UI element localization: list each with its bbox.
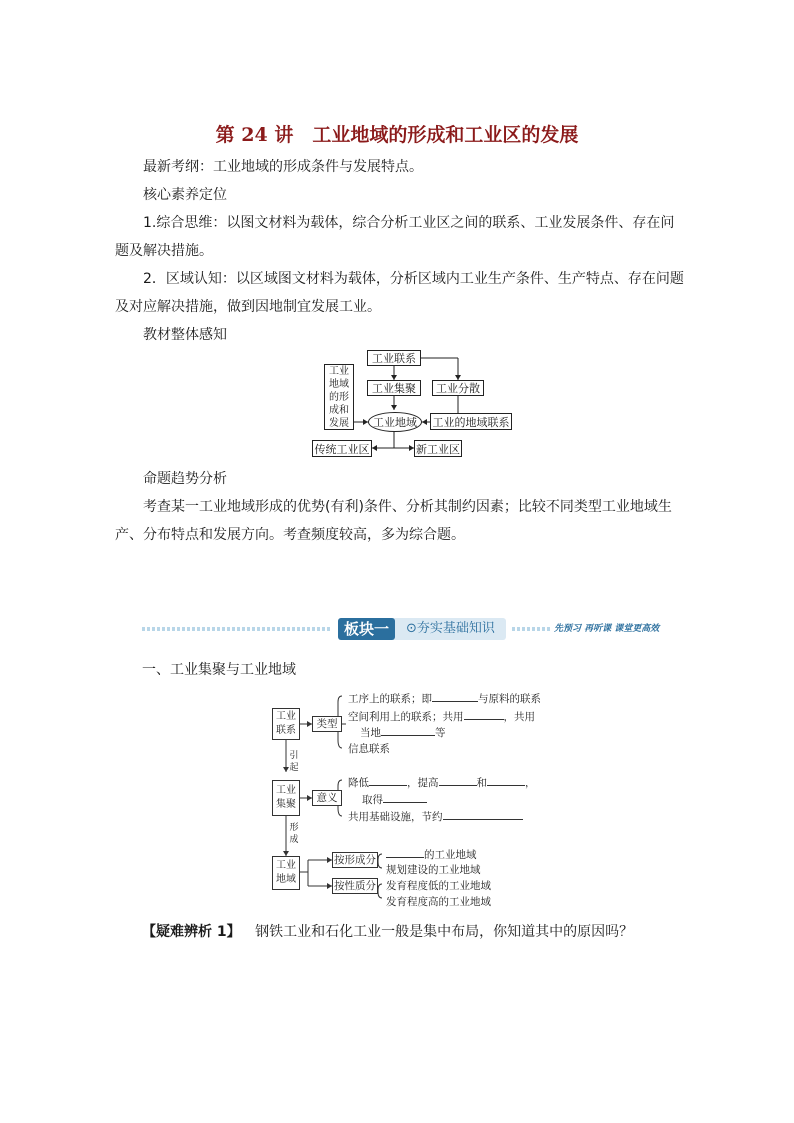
blank-5: [439, 774, 477, 786]
blank-2: [464, 708, 504, 720]
blank-4: [369, 774, 407, 786]
map2-nature-1: 发育程度低的工业地域: [386, 880, 491, 892]
map2-type-3a: 当地: [360, 727, 381, 739]
map2-form-line-1: [386, 846, 477, 862]
banner-main: [338, 618, 506, 640]
map2-region-box: 工业地域: [272, 856, 300, 890]
map1-agglomeration-box: 工业集聚: [367, 380, 421, 396]
map1-links-box: 工业联系: [367, 350, 421, 366]
map2-meaning-line-1: [348, 774, 536, 790]
page-title: 第 24 讲 工业地域的形成和工业区的发展: [215, 124, 579, 146]
blank-1: [432, 690, 478, 702]
map2-type-box: 类型: [312, 716, 342, 732]
banner-stripe-right: [512, 627, 550, 631]
question-text: 钢铁工业和石化工业一般是集中布局，你知道其中的原因吗？: [255, 924, 634, 940]
map2-meaning-line-2: [362, 791, 427, 807]
blank-6: [487, 774, 525, 786]
banner-slogan: 先预习 再听课 课堂更高效: [554, 624, 660, 634]
question-line: [142, 921, 633, 941]
map2-arrow-2-label: 形成: [289, 823, 299, 845]
section-banner: [142, 618, 702, 640]
map1-new-box: 新工业区: [414, 440, 462, 457]
trend-text: 考查某一工业地域形成的优势(有利)条件、分析其制约因素；比较不同类型工业地域生产、分布特点和发展方向。考查频度较高，多为综合题。: [115, 499, 672, 543]
map2-type-line-3: [360, 724, 446, 740]
map2-mean-2: 取得: [362, 794, 383, 806]
map2-mean-3: 共用基础设施，节约: [348, 811, 443, 823]
map2-meaning-box: 意义: [312, 790, 342, 806]
banner-stripe-left: [142, 627, 332, 631]
map2-type-1b: 与原料的联系: [478, 693, 541, 705]
concept-map-agglomeration: [268, 688, 568, 913]
map2-type-2b: ，共用: [503, 711, 535, 723]
map2-nature-2: 发育程度高的工业地域: [386, 896, 491, 908]
map2-mean-1c: 和: [476, 777, 487, 789]
map2-type-line-2: [348, 708, 535, 724]
map1-traditional-box: 传统工业区: [312, 440, 372, 457]
map2-mean-1b: ，提高: [407, 777, 439, 789]
banner-tag: 板块一: [338, 618, 395, 640]
core-heading: 核心素养定位: [143, 187, 227, 203]
map2-meaning-line-3: [348, 808, 523, 824]
blank-8: [443, 808, 523, 820]
map2-type-4: 信息联系: [348, 743, 390, 755]
map1-region-ellipse: 工业地域: [368, 412, 422, 432]
map2-agg-box: 工业集聚: [272, 780, 300, 816]
map2-type-1a: 工序上的联系；即: [348, 693, 432, 705]
blank-9: [386, 846, 424, 858]
banner-subtitle: ⊙夯实基础知识: [406, 621, 495, 636]
trend-heading: 命题趋势分析: [143, 471, 227, 487]
map2-links-box: 工业联系: [272, 708, 300, 740]
map2-arrow-1-label: 引起: [289, 751, 299, 773]
map2-form-2: 规划建设的工业地域: [386, 864, 481, 876]
section-1-heading: 一、工业集聚与工业地域: [142, 662, 296, 678]
syllabus-text: 最新考纲：工业地域的形成条件与发展特点。: [143, 159, 423, 175]
map1-side-box: 工业地域的形成和发展: [324, 364, 354, 430]
map2-type-3b: 等: [435, 727, 446, 739]
map2-type-line-1: [348, 690, 541, 706]
core-item-2: 2．区域认知：以区域图文材料为载体，分析区域内工业生产条件、生产特点、存在问题及对应解决措施，做到因地制宜发展工业。: [115, 271, 684, 315]
map2-form-1: 的工业地域: [424, 849, 477, 861]
blank-7: [383, 791, 427, 803]
map1-dispersion-box: 工业分散: [432, 380, 484, 396]
map2-mean-1d: ，: [525, 777, 536, 789]
core-item-1: 1.综合思维：以图文材料为载体，综合分析工业区之间的联系、工业发展条件、存在问题及解决措施。: [115, 215, 675, 259]
blank-3: [381, 724, 435, 736]
map2-by-nature-box: 按性质分: [334, 880, 376, 892]
map2-by-form-box: 按形成分: [334, 854, 376, 866]
textbook-heading: 教材整体感知: [143, 327, 227, 343]
map2-mean-1a: 降低: [348, 777, 369, 789]
map2-type-2a: 空间利用上的联系；共用: [348, 711, 464, 723]
question-label: 【疑难辨析 1】: [142, 924, 241, 940]
map1-region-links-box: 工业的地域联系: [430, 413, 512, 430]
concept-map-overview: [310, 350, 520, 460]
